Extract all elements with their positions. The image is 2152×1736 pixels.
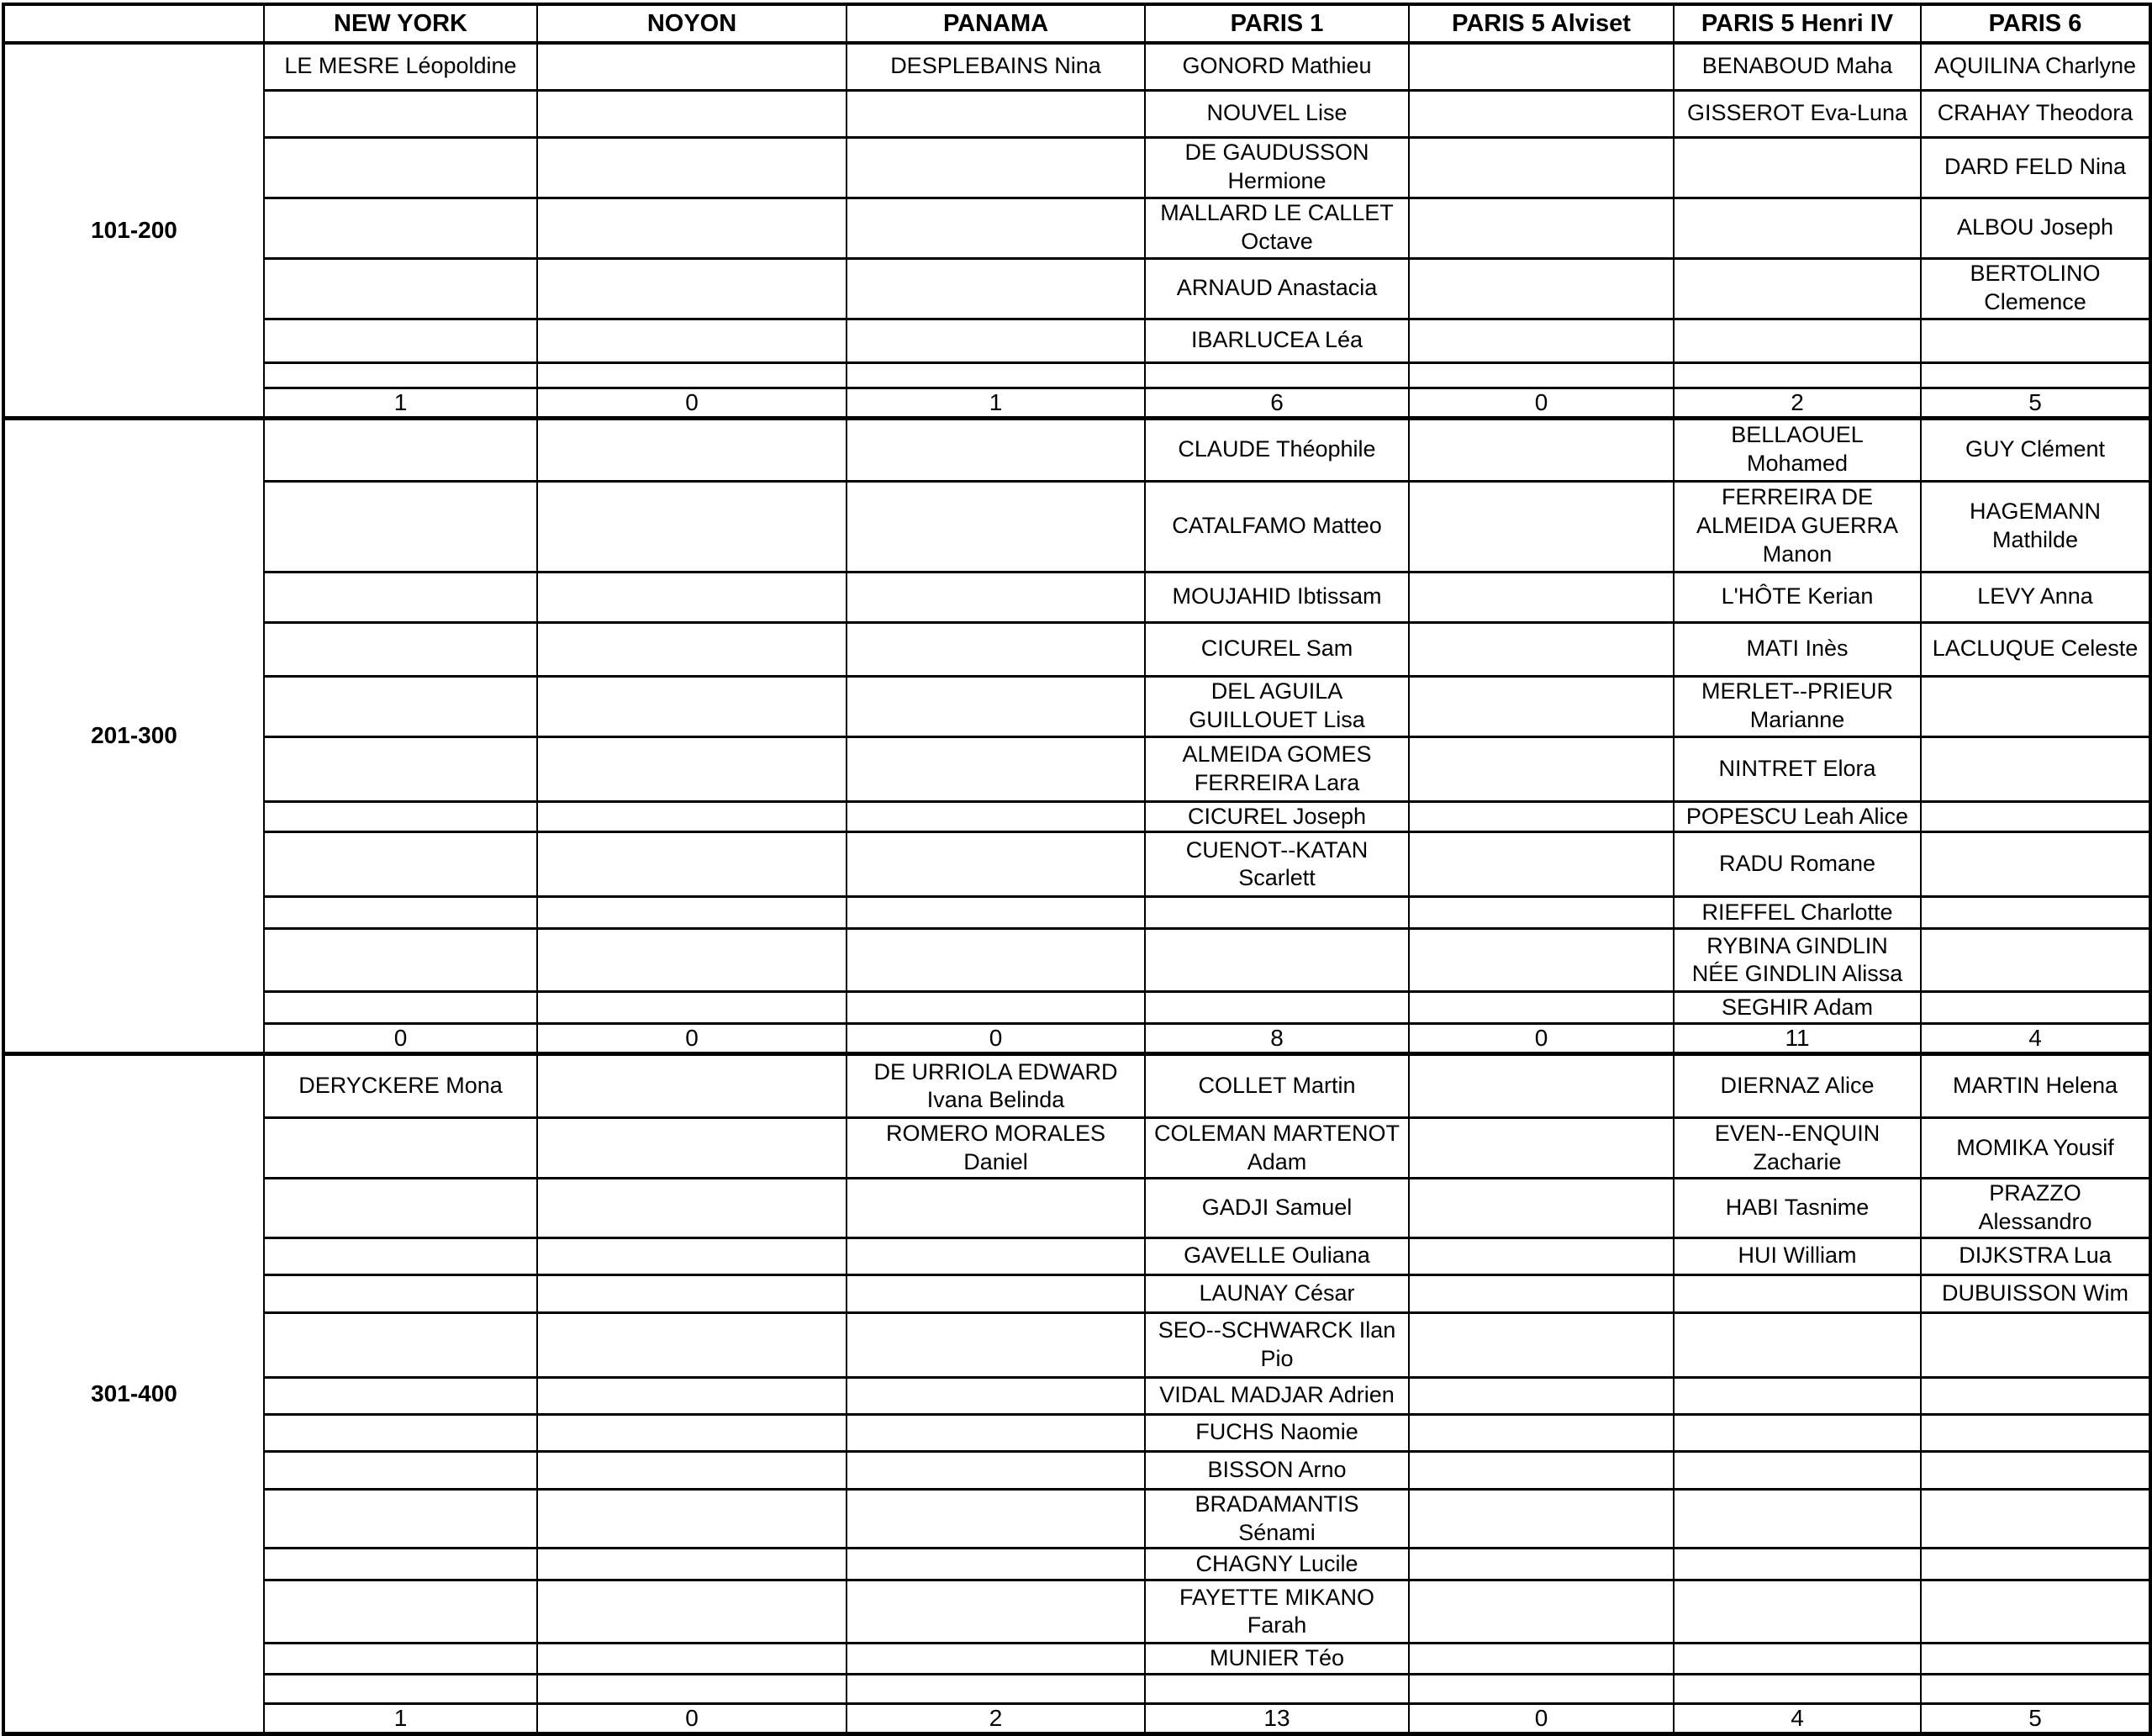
table-row [3,90,2150,137]
empty-cell [264,1549,537,1580]
empty-cell [1921,319,2150,362]
empty-cell [1921,929,2150,992]
empty-cell [537,1414,847,1451]
empty-cell [264,832,537,897]
empty-cell [264,319,537,362]
totals-cell: 0 [264,1024,537,1054]
empty-cell [1409,1312,1674,1377]
student-name-cell: GADJI Samuel [1145,1179,1409,1238]
empty-cell [1674,1549,1921,1580]
table-row [3,1644,2150,1675]
empty-cell [537,676,847,736]
empty-cell [1409,1054,1674,1118]
totals-cell: 0 [537,1704,847,1734]
student-name-cell: BELLAOUEL Mohamed [1674,418,1921,481]
student-name-cell: SEGHIR Adam [1674,992,1921,1024]
student-name-cell: VIDAL MADJAR Adrien [1145,1377,1409,1414]
student-name-cell: BISSON Arno [1145,1451,1409,1489]
empty-cell [537,362,847,388]
student-name-cell: EVEN--ENQUIN Zacharie [1674,1118,1921,1179]
empty-cell [847,1644,1145,1675]
empty-cell [1674,1377,1921,1414]
totals-cell: 4 [1921,1024,2150,1054]
empty-cell [264,1580,537,1644]
table-row [3,362,2150,388]
empty-cell [264,258,537,319]
empty-cell [1409,418,1674,481]
student-name-cell: LEVY Anna [1921,572,2150,622]
empty-cell [847,1179,1145,1238]
empty-cell [264,1489,537,1549]
empty-cell [537,1644,847,1675]
student-name-cell: BRADAMANTIS Sénami [1145,1489,1409,1549]
empty-cell [1921,676,2150,736]
totals-cell: 4 [1674,1704,1921,1734]
empty-cell [847,319,1145,362]
table-row [3,1489,2150,1549]
totals-cell: 1 [264,1704,537,1734]
totals-cell: 0 [1409,1704,1674,1734]
empty-cell [1674,1644,1921,1675]
empty-cell [1921,1377,2150,1414]
empty-cell [537,1675,847,1704]
empty-cell [537,801,847,832]
empty-cell [1409,137,1674,198]
table-row [3,572,2150,622]
empty-cell [1409,258,1674,319]
empty-cell [1921,897,2150,929]
totals-cell: 0 [537,388,847,418]
empty-cell [264,1451,537,1489]
student-name-cell: HUI William [1674,1237,1921,1274]
empty-cell [264,1118,537,1179]
empty-cell [1409,43,1674,90]
table-row [3,1054,2150,1118]
table-row [3,897,2150,929]
totals-cell: 1 [847,388,1145,418]
empty-cell [1409,572,1674,622]
empty-cell [1921,736,2150,801]
empty-cell [1409,198,1674,258]
table-row [3,676,2150,736]
table-row [3,1451,2150,1489]
empty-cell [537,1451,847,1489]
totals-cell: 13 [1145,1704,1409,1734]
empty-cell [537,1054,847,1118]
student-name-cell: MARTIN Helena [1921,1054,2150,1118]
empty-cell [1409,1549,1674,1580]
student-name-cell: HABI Tasnime [1674,1179,1921,1238]
student-name-cell: DE URRIOLA EDWARD Ivana Belinda [847,1054,1145,1118]
student-name-cell: AQUILINA Charlyne [1921,43,2150,90]
empty-cell [264,676,537,736]
empty-cell [847,676,1145,736]
empty-cell [264,1377,537,1414]
empty-cell [537,736,847,801]
empty-cell [1409,362,1674,388]
empty-cell [1409,992,1674,1024]
empty-cell [1674,1414,1921,1451]
empty-cell [537,43,847,90]
empty-cell [1921,1312,2150,1377]
empty-cell [264,198,537,258]
table-row [3,1675,2150,1704]
empty-cell [264,1644,537,1675]
empty-cell [1409,1179,1674,1238]
empty-cell [1921,1414,2150,1451]
empty-cell [537,319,847,362]
column-header-paris-6: PARIS 6 [1921,4,2150,43]
student-name-cell: MERLET--PRIEUR Marianne [1674,676,1921,736]
table-row [3,832,2150,897]
empty-cell [1145,1675,1409,1704]
empty-cell [1921,1580,2150,1644]
table-row [3,992,2150,1024]
empty-cell [537,198,847,258]
empty-cell [537,90,847,137]
empty-cell [847,801,1145,832]
column-header-new-york: NEW YORK [264,4,537,43]
empty-cell [1921,1675,2150,1704]
empty-cell [264,1237,537,1274]
block-label: 101-200 [3,43,264,418]
empty-cell [847,90,1145,137]
empty-cell [1921,1451,2150,1489]
empty-cell [537,897,847,929]
totals-cell: 6 [1145,388,1409,418]
totals-row [3,388,2150,418]
empty-cell [847,1549,1145,1580]
student-name-cell: CICUREL Joseph [1145,801,1409,832]
student-name-cell: COLLET Martin [1145,1054,1409,1118]
totals-cell: 1 [264,388,537,418]
student-name-cell: NINTRET Elora [1674,736,1921,801]
empty-cell [1921,1644,2150,1675]
empty-cell [537,1237,847,1274]
empty-cell [847,1675,1145,1704]
empty-cell [264,137,537,198]
student-name-cell: GAVELLE Ouliana [1145,1237,1409,1274]
table-row [3,198,2150,258]
student-name-cell: ALMEIDA GOMES FERREIRA Lara [1145,736,1409,801]
empty-cell [1145,897,1409,929]
empty-cell [537,258,847,319]
student-name-cell: DESPLEBAINS Nina [847,43,1145,90]
empty-cell [847,1489,1145,1549]
empty-cell [847,1312,1145,1377]
empty-cell [1674,1675,1921,1704]
student-name-cell: HAGEMANN Mathilde [1921,481,2150,572]
student-name-cell: GONORD Mathieu [1145,43,1409,90]
empty-cell [1409,1580,1674,1644]
empty-cell [847,1451,1145,1489]
student-name-cell: MUNIER Téo [1145,1644,1409,1675]
empty-cell [264,1179,537,1238]
student-name-cell: CHAGNY Lucile [1145,1549,1409,1580]
empty-cell [847,1237,1145,1274]
empty-cell [1409,1644,1674,1675]
student-name-cell: POPESCU Leah Alice [1674,801,1921,832]
empty-cell [1409,1489,1674,1549]
empty-cell [847,362,1145,388]
student-name-cell: NOUVEL Lise [1145,90,1409,137]
student-name-cell: LACLUQUE Celeste [1921,622,2150,676]
student-name-cell: CATALFAMO Matteo [1145,481,1409,572]
table-row [3,801,2150,832]
empty-cell [847,897,1145,929]
totals-cell: 0 [537,1024,847,1054]
student-name-cell: FAYETTE MIKANO Farah [1145,1580,1409,1644]
table-row [3,1237,2150,1274]
student-name-cell: BENABOUD Maha [1674,43,1921,90]
empty-cell [1409,1675,1674,1704]
empty-cell [847,418,1145,481]
table-row [3,1580,2150,1644]
student-name-cell: MALLARD LE CALLET Octave [1145,198,1409,258]
empty-cell [1674,258,1921,319]
student-name-cell: DE GAUDUSSON Hermione [1145,137,1409,198]
empty-cell [264,481,537,572]
student-name-cell: RYBINA GINDLIN NÉE GINDLIN Alissa [1674,929,1921,992]
empty-cell [537,622,847,676]
column-header-paris-1: PARIS 1 [1145,4,1409,43]
empty-cell [1921,362,2150,388]
totals-cell: 0 [847,1024,1145,1054]
student-name-cell: GISSEROT Eva-Luna [1674,90,1921,137]
student-name-cell: FUCHS Naomie [1145,1414,1409,1451]
empty-cell [1409,90,1674,137]
student-name-cell: COLEMAN MARTENOT Adam [1145,1118,1409,1179]
student-name-cell: IBARLUCEA Léa [1145,319,1409,362]
empty-cell [847,198,1145,258]
table-row [3,481,2150,572]
empty-cell [1921,832,2150,897]
totals-cell: 2 [1674,388,1921,418]
empty-cell [1921,1549,2150,1580]
student-name-cell: RIEFFEL Charlotte [1674,897,1921,929]
empty-cell [537,1489,847,1549]
table-row [3,622,2150,676]
block-label: 301-400 [3,1054,264,1734]
empty-cell [1409,929,1674,992]
empty-cell [1145,929,1409,992]
column-header-panama: PANAMA [847,4,1145,43]
empty-cell [264,1274,537,1312]
table-row [3,319,2150,362]
empty-cell [1674,137,1921,198]
empty-cell [1674,1451,1921,1489]
column-header-noyon: NOYON [537,4,847,43]
empty-cell [847,736,1145,801]
table-row [3,1549,2150,1580]
empty-cell [264,622,537,676]
empty-cell [1409,1118,1674,1179]
student-name-cell: CRAHAY Theodora [1921,90,2150,137]
empty-cell [1674,1274,1921,1312]
empty-cell [1409,736,1674,801]
empty-cell [1409,319,1674,362]
empty-cell [264,418,537,481]
column-header-paris-5-alviset: PARIS 5 Alviset [1409,4,1674,43]
student-name-cell: DIERNAZ Alice [1674,1054,1921,1118]
empty-cell [1409,1274,1674,1312]
student-name-cell: CLAUDE Théophile [1145,418,1409,481]
empty-cell [537,1274,847,1312]
empty-cell [847,1414,1145,1451]
table-row [3,1118,2150,1179]
table-row [3,1414,2150,1451]
table-row [3,736,2150,801]
totals-cell: 0 [1409,388,1674,418]
empty-cell [264,1414,537,1451]
empty-cell [1921,992,2150,1024]
table-row [3,929,2150,992]
empty-cell [847,622,1145,676]
empty-cell [1145,992,1409,1024]
empty-cell [264,572,537,622]
student-name-cell: ROMERO MORALES Daniel [847,1118,1145,1179]
empty-cell [847,992,1145,1024]
student-name-cell: DUBUISSON Wim [1921,1274,2150,1312]
student-name-cell: PRAZZO Alessandro [1921,1179,2150,1238]
student-name-cell: ARNAUD Anastacia [1145,258,1409,319]
totals-cell: 5 [1921,1704,2150,1734]
empty-cell [537,1377,847,1414]
corner-header-cell [3,4,264,43]
empty-cell [1921,1489,2150,1549]
empty-cell [1674,198,1921,258]
student-name-cell: CICUREL Sam [1145,622,1409,676]
empty-cell [1674,1489,1921,1549]
roster-table [2,3,2152,1736]
empty-cell [1409,676,1674,736]
empty-cell [1674,1312,1921,1377]
table-row [3,43,2150,90]
empty-cell [1409,622,1674,676]
empty-cell [1674,319,1921,362]
empty-cell [537,992,847,1024]
empty-cell [847,481,1145,572]
empty-cell [847,137,1145,198]
empty-cell [537,137,847,198]
empty-cell [847,1274,1145,1312]
empty-cell [847,258,1145,319]
totals-cell: 8 [1145,1024,1409,1054]
student-name-cell: MATI Inès [1674,622,1921,676]
table-row [3,1179,2150,1238]
student-name-cell: L'HÔTE Kerian [1674,572,1921,622]
empty-cell [1921,801,2150,832]
empty-cell [847,929,1145,992]
table-row [3,137,2150,198]
student-name-cell: SEO--SCHWARCK Ilan Pio [1145,1312,1409,1377]
empty-cell [1409,1377,1674,1414]
header-row [3,4,2150,43]
empty-cell [1409,1414,1674,1451]
empty-cell [847,572,1145,622]
student-name-cell: DARD FELD Nina [1921,137,2150,198]
table-row [3,1312,2150,1377]
empty-cell [1409,801,1674,832]
empty-cell [1674,362,1921,388]
empty-cell [537,929,847,992]
block-label: 201-300 [3,418,264,1054]
empty-cell [1145,362,1409,388]
student-name-cell: FERREIRA DE ALMEIDA GUERRA Manon [1674,481,1921,572]
student-name-cell: MOUJAHID Ibtissam [1145,572,1409,622]
empty-cell [264,1675,537,1704]
student-name-cell: DIJKSTRA Lua [1921,1237,2150,1274]
empty-cell [264,992,537,1024]
empty-cell [1409,1237,1674,1274]
totals-row [3,1704,2150,1734]
empty-cell [537,481,847,572]
empty-cell [847,1580,1145,1644]
totals-cell: 2 [847,1704,1145,1734]
empty-cell [264,929,537,992]
empty-cell [537,1580,847,1644]
totals-row [3,1024,2150,1054]
table-row [3,418,2150,481]
empty-cell [264,90,537,137]
student-name-cell: ALBOU Joseph [1921,198,2150,258]
student-name-cell: LAUNAY César [1145,1274,1409,1312]
table-row [3,1377,2150,1414]
column-header-paris-5-henri-iv: PARIS 5 Henri IV [1674,4,1921,43]
empty-cell [264,362,537,388]
empty-cell [537,418,847,481]
empty-cell [537,1179,847,1238]
empty-cell [1409,897,1674,929]
student-name-cell: DERYCKERE Mona [264,1054,537,1118]
empty-cell [537,1312,847,1377]
student-name-cell: DEL AGUILA GUILLOUET Lisa [1145,676,1409,736]
empty-cell [1409,481,1674,572]
empty-cell [847,832,1145,897]
totals-cell: 11 [1674,1024,1921,1054]
student-name-cell: BERTOLINO Clemence [1921,258,2150,319]
student-name-cell: MOMIKA Yousif [1921,1118,2150,1179]
empty-cell [264,897,537,929]
empty-cell [264,1312,537,1377]
empty-cell [537,1549,847,1580]
empty-cell [1409,832,1674,897]
student-name-cell: GUY Clément [1921,418,2150,481]
empty-cell [264,801,537,832]
totals-cell: 5 [1921,388,2150,418]
empty-cell [537,572,847,622]
empty-cell [1674,1580,1921,1644]
student-name-cell: CUENOT--KATAN Scarlett [1145,832,1409,897]
empty-cell [537,832,847,897]
student-name-cell: LE MESRE Léopoldine [264,43,537,90]
totals-cell: 0 [1409,1024,1674,1054]
empty-cell [264,736,537,801]
empty-cell [1409,1451,1674,1489]
empty-cell [847,1377,1145,1414]
table-row [3,1274,2150,1312]
empty-cell [537,1118,847,1179]
student-name-cell: RADU Romane [1674,832,1921,897]
table-row [3,258,2150,319]
